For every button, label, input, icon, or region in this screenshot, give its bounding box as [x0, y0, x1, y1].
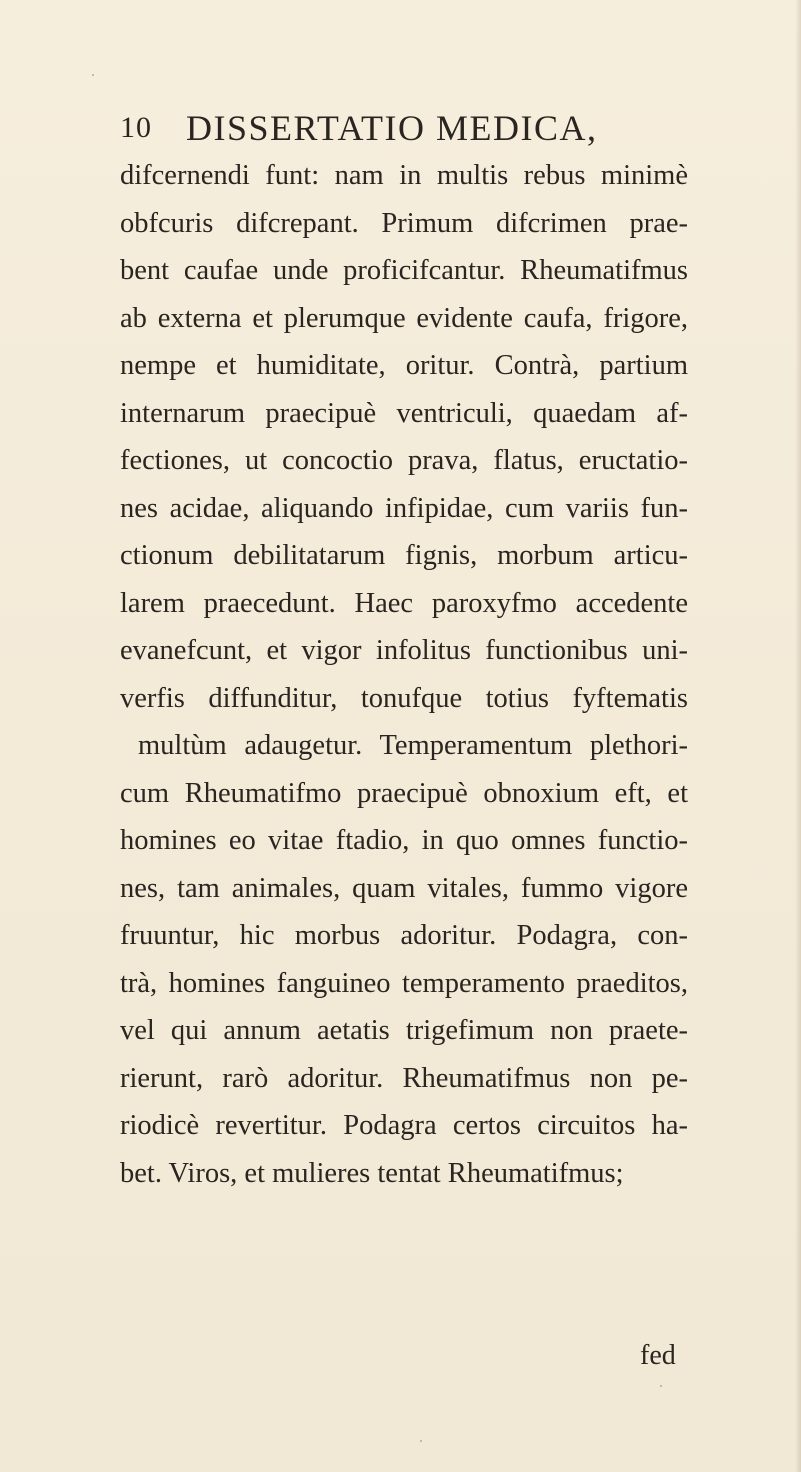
text-line: obfcuris difcrepant. Primum difcrimen prae-	[120, 207, 688, 239]
text-line: nes acidae, aliquando infipidae, cum variis fun-	[120, 492, 688, 524]
text-line: larem praecedunt. Haec paroxyfmo accedente	[120, 587, 688, 619]
text-line: fectiones, ut concoctio prava, flatus, eructatio-	[120, 445, 688, 476]
page-header	[120, 108, 680, 158]
text-line: verfis diffunditur, tonufque totius fyftematis	[120, 682, 688, 714]
text-line: trà, homines fanguineo temperamento praeditos,	[120, 967, 688, 999]
text-line: bet. Viros, et mulieres tentat Rheumatifmus;	[120, 1157, 624, 1189]
body-text	[120, 152, 688, 1197]
page-edge-shadow	[795, 0, 801, 1472]
text-line: nes, tam animales, quam vitales, fummo vigore	[120, 872, 688, 904]
catchword: fed	[640, 1340, 676, 1371]
text-line: difcernendi funt: nam in multis rebus minimè	[120, 160, 688, 191]
text-line: multùm adaugetur. Temperamentum plethori-	[138, 730, 688, 761]
text-line: internarum praecipuè ventriculi, quaedam af-	[120, 397, 688, 429]
text-line: vel qui annum aetatis trigefimum non praete-	[120, 1015, 688, 1046]
text-line: homines eo vitae ftadio, in quo omnes functio-	[120, 825, 688, 856]
paper-speck	[420, 1440, 422, 1442]
text-line: riodicè revertitur. Podagra certos circuitos ha-	[120, 1110, 688, 1141]
text-line: cum Rheumatifmo praecipuè obnoxium eft, et	[120, 777, 688, 809]
text-line: bent caufae unde proficifcantur. Rheumatifmus	[120, 255, 688, 286]
text-line: rierunt, rarò adoritur. Rheumatifmus non pe-	[120, 1062, 688, 1094]
text-line: fruuntur, hic morbus adoritur. Podagra, con-	[120, 920, 688, 951]
page-number: 10	[120, 111, 152, 144]
paper-speck	[92, 74, 94, 76]
text-line: ctionum debilitatarum fignis, morbum articu-	[120, 540, 688, 571]
paper-speck	[660, 1385, 662, 1387]
text-line: nempe et humiditate, oritur. Contrà, partium	[120, 350, 688, 381]
text-line: evanefcunt, et vigor infolitus functionibus uni-	[120, 635, 688, 666]
running-head: DISSERTATIO MEDICA,	[186, 108, 598, 148]
text-line: ab externa et plerumque evidente caufa, frigore,	[120, 302, 688, 334]
